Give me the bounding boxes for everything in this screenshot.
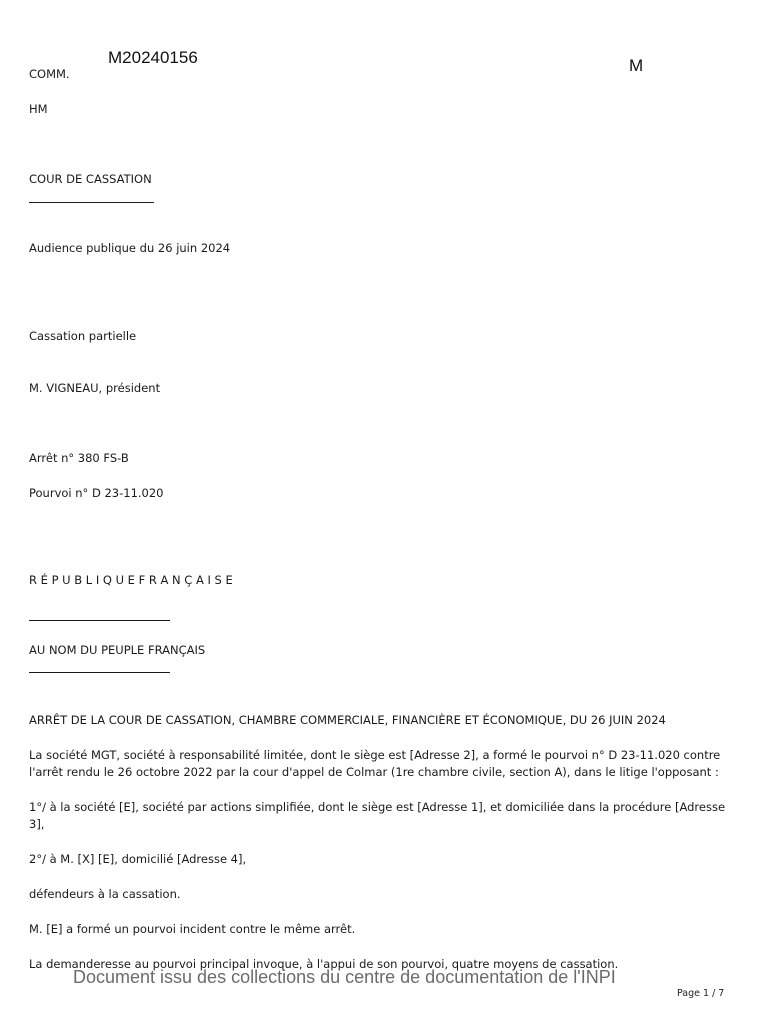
court-underline bbox=[29, 202, 154, 203]
people-underline bbox=[29, 672, 170, 673]
paragraph-appellant: La société MGT, société à responsabilité limitée, dont le siège est [Adresse 2], a formé le pourvoi n° D 23-11.020 contre l'arrêt rendu le 26 octobre 2022 par la cour d'appel de Colmar (1re chambre civile, section A), dans le litige l'opposant : bbox=[29, 748, 721, 779]
chamber-label: COMM. bbox=[29, 67, 70, 81]
hearing-date: Audience publique du 26 juin 2024 bbox=[29, 241, 231, 255]
ruling-number: Arrêt n° 380 FS-B bbox=[29, 451, 129, 465]
president-name: M. VIGNEAU, président bbox=[29, 381, 161, 395]
source-watermark: Document issu des collections du centre de documentation de l'INPI bbox=[73, 967, 616, 987]
people-heading: AU NOM DU PEUPLE FRANÇAIS bbox=[29, 643, 206, 657]
paragraph-grounds: La demanderesse au pourvoi principal invoque, à l'appui de son pourvoi, quatre moyens de cassation. bbox=[29, 957, 619, 971]
decision-outcome: Cassation partielle bbox=[29, 329, 137, 343]
paragraph-respondent-1: 1°/ à la société [E], société par actions simplifiée, dont le siège est [Adresse 1], et domiciliée dans la procédure [Adresse 3], bbox=[29, 800, 726, 831]
document-reference: M20240156 bbox=[108, 48, 198, 67]
page-number: Page 1 / 7 bbox=[677, 988, 725, 999]
document-marker: M bbox=[629, 56, 644, 75]
initials-label: HM bbox=[29, 102, 48, 116]
republic-heading: R É P U B L I Q U E F R A N Ç A I S E bbox=[29, 573, 233, 587]
republic-underline bbox=[29, 620, 170, 621]
decision-title: ARRÊT DE LA COUR DE CASSATION, CHAMBRE COMMERCIALE, FINANCIÈRE ET ÉCONOMIQUE, DU 26 JUIN 2024 bbox=[29, 713, 666, 727]
paragraph-cross-appeal: M. [E] a formé un pourvoi incident contre le même arrêt. bbox=[29, 922, 356, 936]
paragraph-respondent-2: 2°/ à M. [X] [E], domicilié [Adresse 4], bbox=[29, 852, 247, 866]
paragraph-defendants: défendeurs à la cassation. bbox=[29, 887, 181, 901]
court-name: COUR DE CASSATION bbox=[29, 172, 152, 186]
appeal-number: Pourvoi n° D 23-11.020 bbox=[29, 486, 164, 500]
